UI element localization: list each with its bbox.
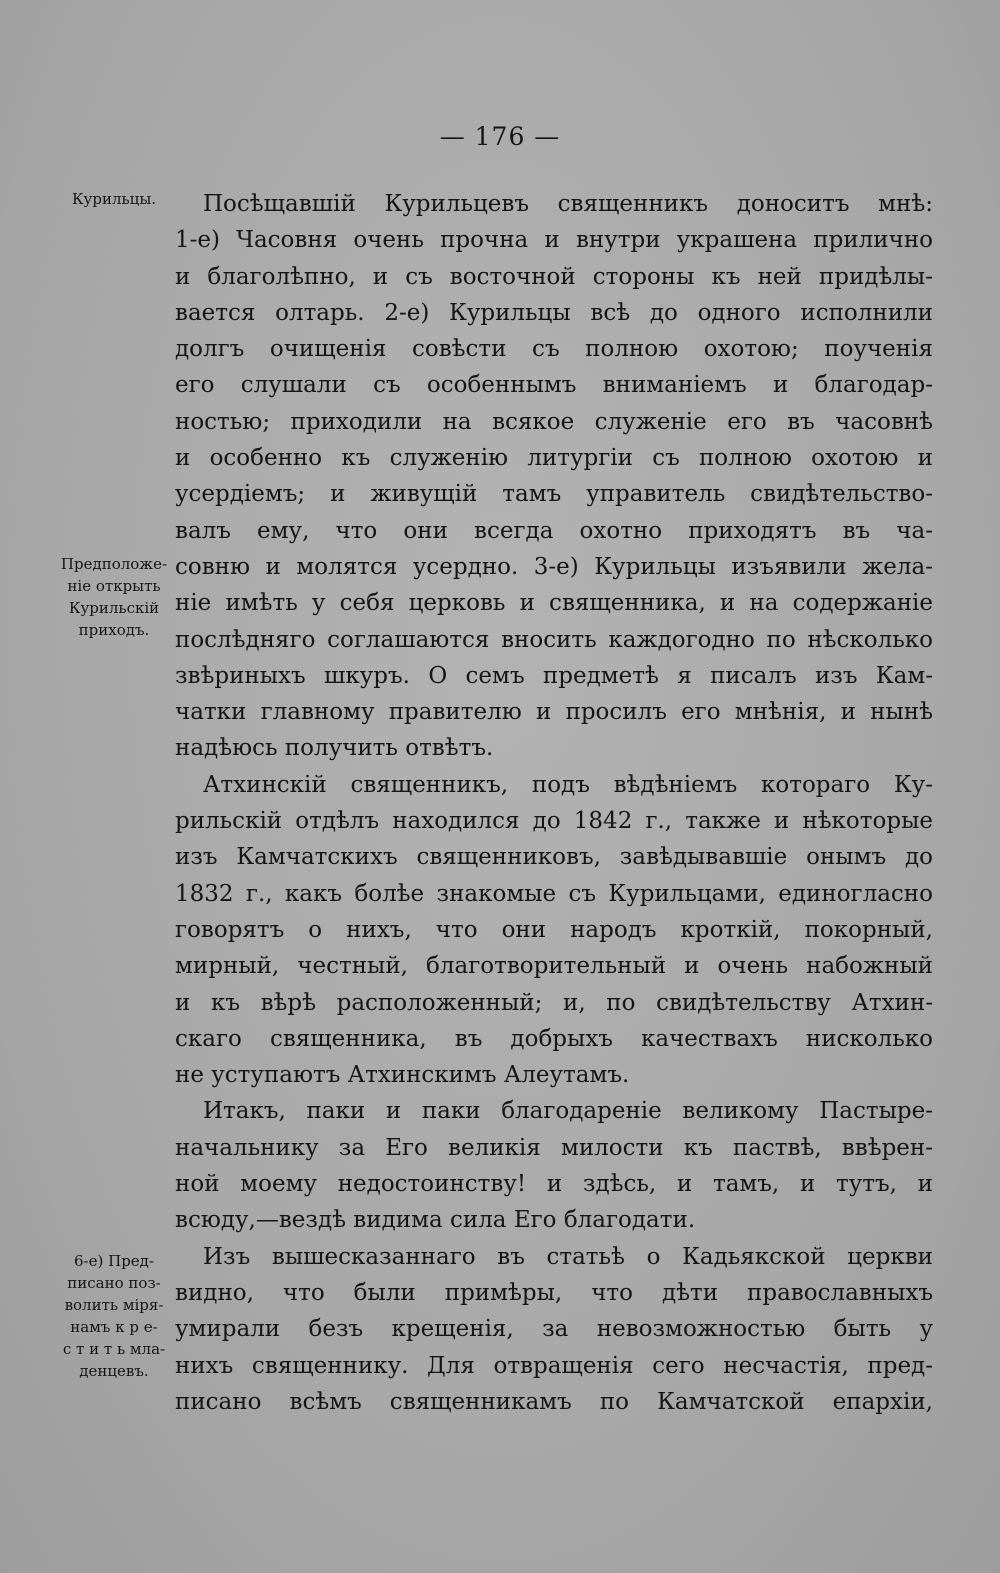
text-line: нихъ священнику. Для отвращенія сего несчастія, пред- bbox=[175, 1352, 933, 1379]
sidenote-line: Курильскій bbox=[68, 599, 160, 617]
sidenote-line: намъ к р е- bbox=[70, 1318, 158, 1336]
text-line: говорятъ о нихъ, что они народъ кроткій, покорный, bbox=[175, 916, 933, 943]
sidenote-line: писано поз- bbox=[67, 1274, 161, 1292]
sidenote-line: денцевъ. bbox=[79, 1362, 149, 1380]
sidenote-line: Курильцы. bbox=[71, 190, 157, 208]
text-line: рильскій отдѣлъ находился до 1842 г., также и нѣкоторые bbox=[175, 808, 933, 835]
sidenote-line: волить міря- bbox=[64, 1296, 164, 1314]
text-line: вается олтарь. 2-е) Курильцы всѣ до одного исполнили bbox=[175, 299, 933, 326]
text-line: умирали безъ крещенія, за невозможностью быть у bbox=[175, 1316, 933, 1343]
text-line: надѣюсь получить отвѣтъ. bbox=[175, 735, 494, 762]
paragraph-atkha-priest bbox=[175, 767, 933, 1094]
sidenote-line: Предположе- bbox=[60, 555, 168, 573]
text-line: ніе имѣть у себя церковь и священника, и на содержаніе bbox=[175, 590, 933, 617]
text-line: и особенно къ служенію литургіи съ полною охотою и bbox=[175, 445, 933, 472]
text-line: послѣдняго соглашаются вносить каждогодно по нѣсколько bbox=[175, 626, 933, 653]
text-line: его слушали съ особеннымъ вниманіемъ и благодар- bbox=[175, 372, 933, 399]
text-line: ностью; приходили на всякое служеніе его въ часовнѣ bbox=[175, 408, 933, 435]
text-line: ной моему недостоинству! и здѣсь, и тамъ, и тутъ, и bbox=[175, 1171, 933, 1198]
text-line: совню и молятся усердно. 3-е) Курильцы изъявили жела- bbox=[175, 553, 933, 580]
sidenote-line: ніе открыть bbox=[67, 577, 161, 595]
paragraph-thanksgiving bbox=[175, 1093, 933, 1238]
text-line: скаго священника, въ добрыхъ качествахъ нисколько bbox=[175, 1025, 933, 1052]
text-line: Посѣщавшій Курильцевъ священникъ доноситъ мнѣ: bbox=[203, 191, 933, 217]
text-line: усердіемъ; и живущій тамъ управитель свидѣтельство- bbox=[175, 481, 933, 508]
text-line: не уступаютъ Атхинскимъ Алеутамъ. bbox=[175, 1062, 630, 1089]
page-number: — 176 — bbox=[439, 122, 561, 151]
text-line: начальнику за Его великія милости къ паствѣ, ввѣрен- bbox=[175, 1134, 933, 1161]
text-line: видно, что были примѣры, что дѣти православныхъ bbox=[175, 1279, 933, 1306]
sidenote-parish-proposal bbox=[58, 553, 170, 641]
text-line: изъ Камчатскихъ священниковъ, завѣдывавшіе онымъ до bbox=[175, 844, 933, 871]
sidenote-kurilians bbox=[58, 188, 170, 210]
sidenote-line: приходъ. bbox=[78, 621, 150, 639]
sidenote-baptism bbox=[58, 1250, 170, 1382]
text-line: 1-е) Часовня очень прочна и внутри украшена прилично bbox=[175, 227, 933, 254]
text-line: долгъ очищенія совѣсти съ полною охотою; поученія bbox=[175, 336, 933, 363]
text-line: мирный, честный, благотворительный и очень набожный bbox=[175, 953, 933, 980]
text-line: и къ вѣрѣ расположенный; и, по свидѣтельству Атхин- bbox=[175, 989, 933, 1016]
text-line: валъ ему, что они всегда охотно приходятъ въ ча- bbox=[175, 517, 933, 544]
sidenote-line: с т и т ь мла- bbox=[62, 1340, 166, 1358]
text-line: писано всѣмъ священникамъ по Камчатской епархіи, bbox=[175, 1388, 933, 1415]
text-line: Атхинскій священникъ, подъ вѣдѣніемъ котораго Ку- bbox=[203, 771, 933, 798]
text-line: Изъ вышесказаннаго въ статьѣ о Кадьякской церкви bbox=[203, 1243, 933, 1270]
paragraph-kurilians-report bbox=[175, 186, 933, 767]
main-text bbox=[175, 186, 933, 1420]
text-line: звѣриныхъ шкуръ. О семъ предметѣ я писалъ изъ Кам- bbox=[175, 662, 933, 689]
paragraph-baptism bbox=[175, 1239, 933, 1420]
text-line: всюду,—вездѣ видима сила Его благодати. bbox=[175, 1207, 696, 1234]
sidenote-line: 6-е) Пред- bbox=[74, 1252, 154, 1270]
text-line: Итакъ, паки и паки благодареніе великому Пастыре- bbox=[203, 1098, 933, 1125]
text-line: чатки главному правителю и просилъ его мнѣнія, и нынѣ bbox=[175, 699, 933, 726]
text-line: 1832 г., какъ болѣе знакомые съ Курильцами, единогласно bbox=[175, 880, 933, 907]
text-line: и благолѣпно, и съ восточной стороны къ ней придѣлы- bbox=[175, 263, 933, 290]
